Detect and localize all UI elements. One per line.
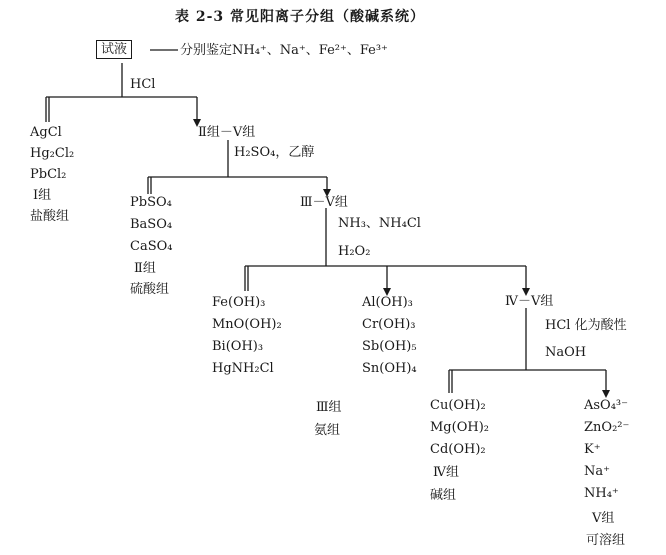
group3-precipitate: MnO(OH)₂	[212, 317, 282, 332]
node-groups-3-5: Ⅲ－Ⅴ组	[300, 195, 348, 210]
group3-precipitate: Sn(OH)₄	[362, 361, 417, 376]
group3-precipitate: Bi(OH)₃	[212, 339, 264, 354]
reagent-hcl: HCl	[130, 77, 156, 92]
group5-item: AsO₄³⁻	[584, 398, 629, 413]
group3-precipitate: Cr(OH)₃	[362, 317, 416, 332]
group3-precipitate: HgNH₂Cl	[212, 361, 274, 376]
diagram-title: 表 2-3 常见阳离子分组（酸碱系统）	[175, 9, 426, 25]
group1-item: Hg₂Cl₂	[30, 146, 75, 161]
group4-label: Ⅳ组	[433, 465, 459, 480]
group4-item: Cu(OH)₂	[430, 398, 486, 413]
node-groups-2-5: Ⅱ组－Ⅴ组	[198, 125, 256, 140]
group5-item: NH₄⁺	[584, 486, 619, 501]
group5-item: K⁺	[584, 442, 601, 457]
reagent-nh3-nh4cl: NH₃、NH₄Cl	[338, 216, 421, 231]
group2-item: CaSO₄	[130, 239, 173, 254]
group5-item: ZnO₂²⁻	[584, 420, 630, 435]
group4-name: 碱组	[430, 488, 457, 503]
direct-identification-note: 分别鉴定NH₄⁺、Na⁺、Fe²⁺、Fe³⁺	[180, 43, 388, 58]
reagent-hcl-acidify: HCl 化为酸性	[545, 318, 627, 333]
group2-name: 硫酸组	[130, 282, 170, 297]
group1-item: PbCl₂	[30, 167, 67, 182]
group4-item: Cd(OH)₂	[430, 442, 486, 457]
group2-label: Ⅱ组	[134, 261, 156, 276]
group3-precipitate: Fe(OH)₃	[212, 295, 266, 310]
group5-item: Na⁺	[584, 464, 610, 479]
group2-item: PbSO₄	[130, 195, 172, 210]
group3-precipitate: Al(OH)₃	[362, 295, 413, 310]
group1-item: AgCl	[30, 125, 62, 140]
group4-item: Mg(OH)₂	[430, 420, 489, 435]
group3-label: Ⅲ组	[316, 400, 342, 415]
reagent-h2o2: H₂O₂	[338, 244, 371, 259]
group1-name: 盐酸组	[30, 209, 70, 224]
group5-label: Ⅴ组	[592, 511, 615, 526]
group5-name: 可溶组	[586, 533, 626, 548]
sample-box: 试液	[96, 40, 132, 59]
group3-precipitate: Sb(OH)₅	[362, 339, 417, 354]
node-groups-4-5: Ⅳ－Ⅴ组	[505, 294, 554, 309]
reagent-naoh: NaOH	[545, 345, 587, 360]
reagent-h2so4-ethanol: H₂SO₄，乙醇	[234, 145, 315, 160]
group2-item: BaSO₄	[130, 217, 173, 232]
group3-name: 氨组	[314, 423, 341, 438]
group1-label: Ⅰ组	[33, 188, 52, 203]
